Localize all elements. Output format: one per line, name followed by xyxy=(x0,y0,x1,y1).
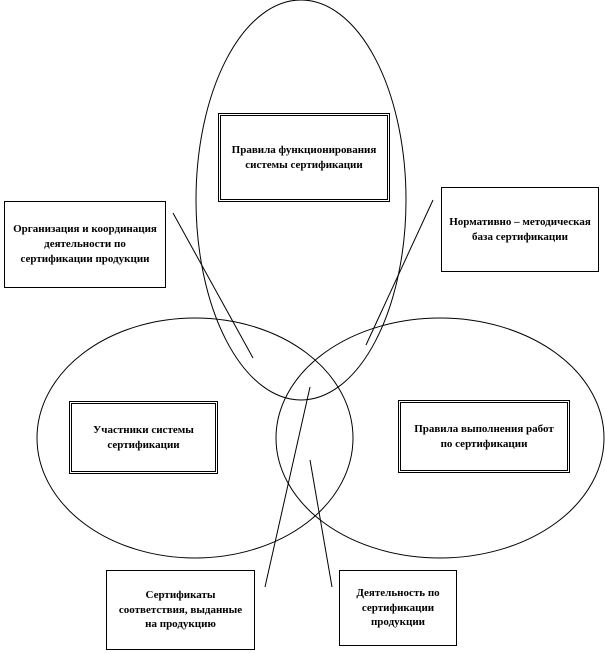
left-ellipse-label: Участники системы сертификации xyxy=(93,423,194,451)
callout-bottom-right-label: Деятельность по сертификации продукции xyxy=(356,586,440,629)
top-ellipse-label-box xyxy=(218,113,390,202)
callout-top-left-label: Организация и координация деятельности по сертификации продукции xyxy=(13,223,157,265)
callout-top-right-label: Нормативно – методическая база сертификации xyxy=(449,215,591,243)
right-ellipse-label-box xyxy=(398,400,570,473)
callout-bottom-right-box xyxy=(339,570,457,646)
callout-bottom-left-box xyxy=(106,570,255,650)
left-ellipse-label-box xyxy=(69,401,218,474)
connector-top-left xyxy=(173,213,253,358)
callout-bottom-left-label: Сертификаты соответствия, выданные на продукцию xyxy=(118,588,243,631)
callout-top-left-box xyxy=(4,201,166,288)
connector-bottom-left xyxy=(265,387,310,587)
right-ellipse-label: Правила выполнения работ по сертификации xyxy=(414,422,554,450)
callout-top-right-box xyxy=(441,187,599,272)
connector-bottom-right xyxy=(310,460,332,587)
top-ellipse-label: Правила функционирования системы сертификации xyxy=(231,143,377,171)
connector-top-right xyxy=(366,200,433,345)
